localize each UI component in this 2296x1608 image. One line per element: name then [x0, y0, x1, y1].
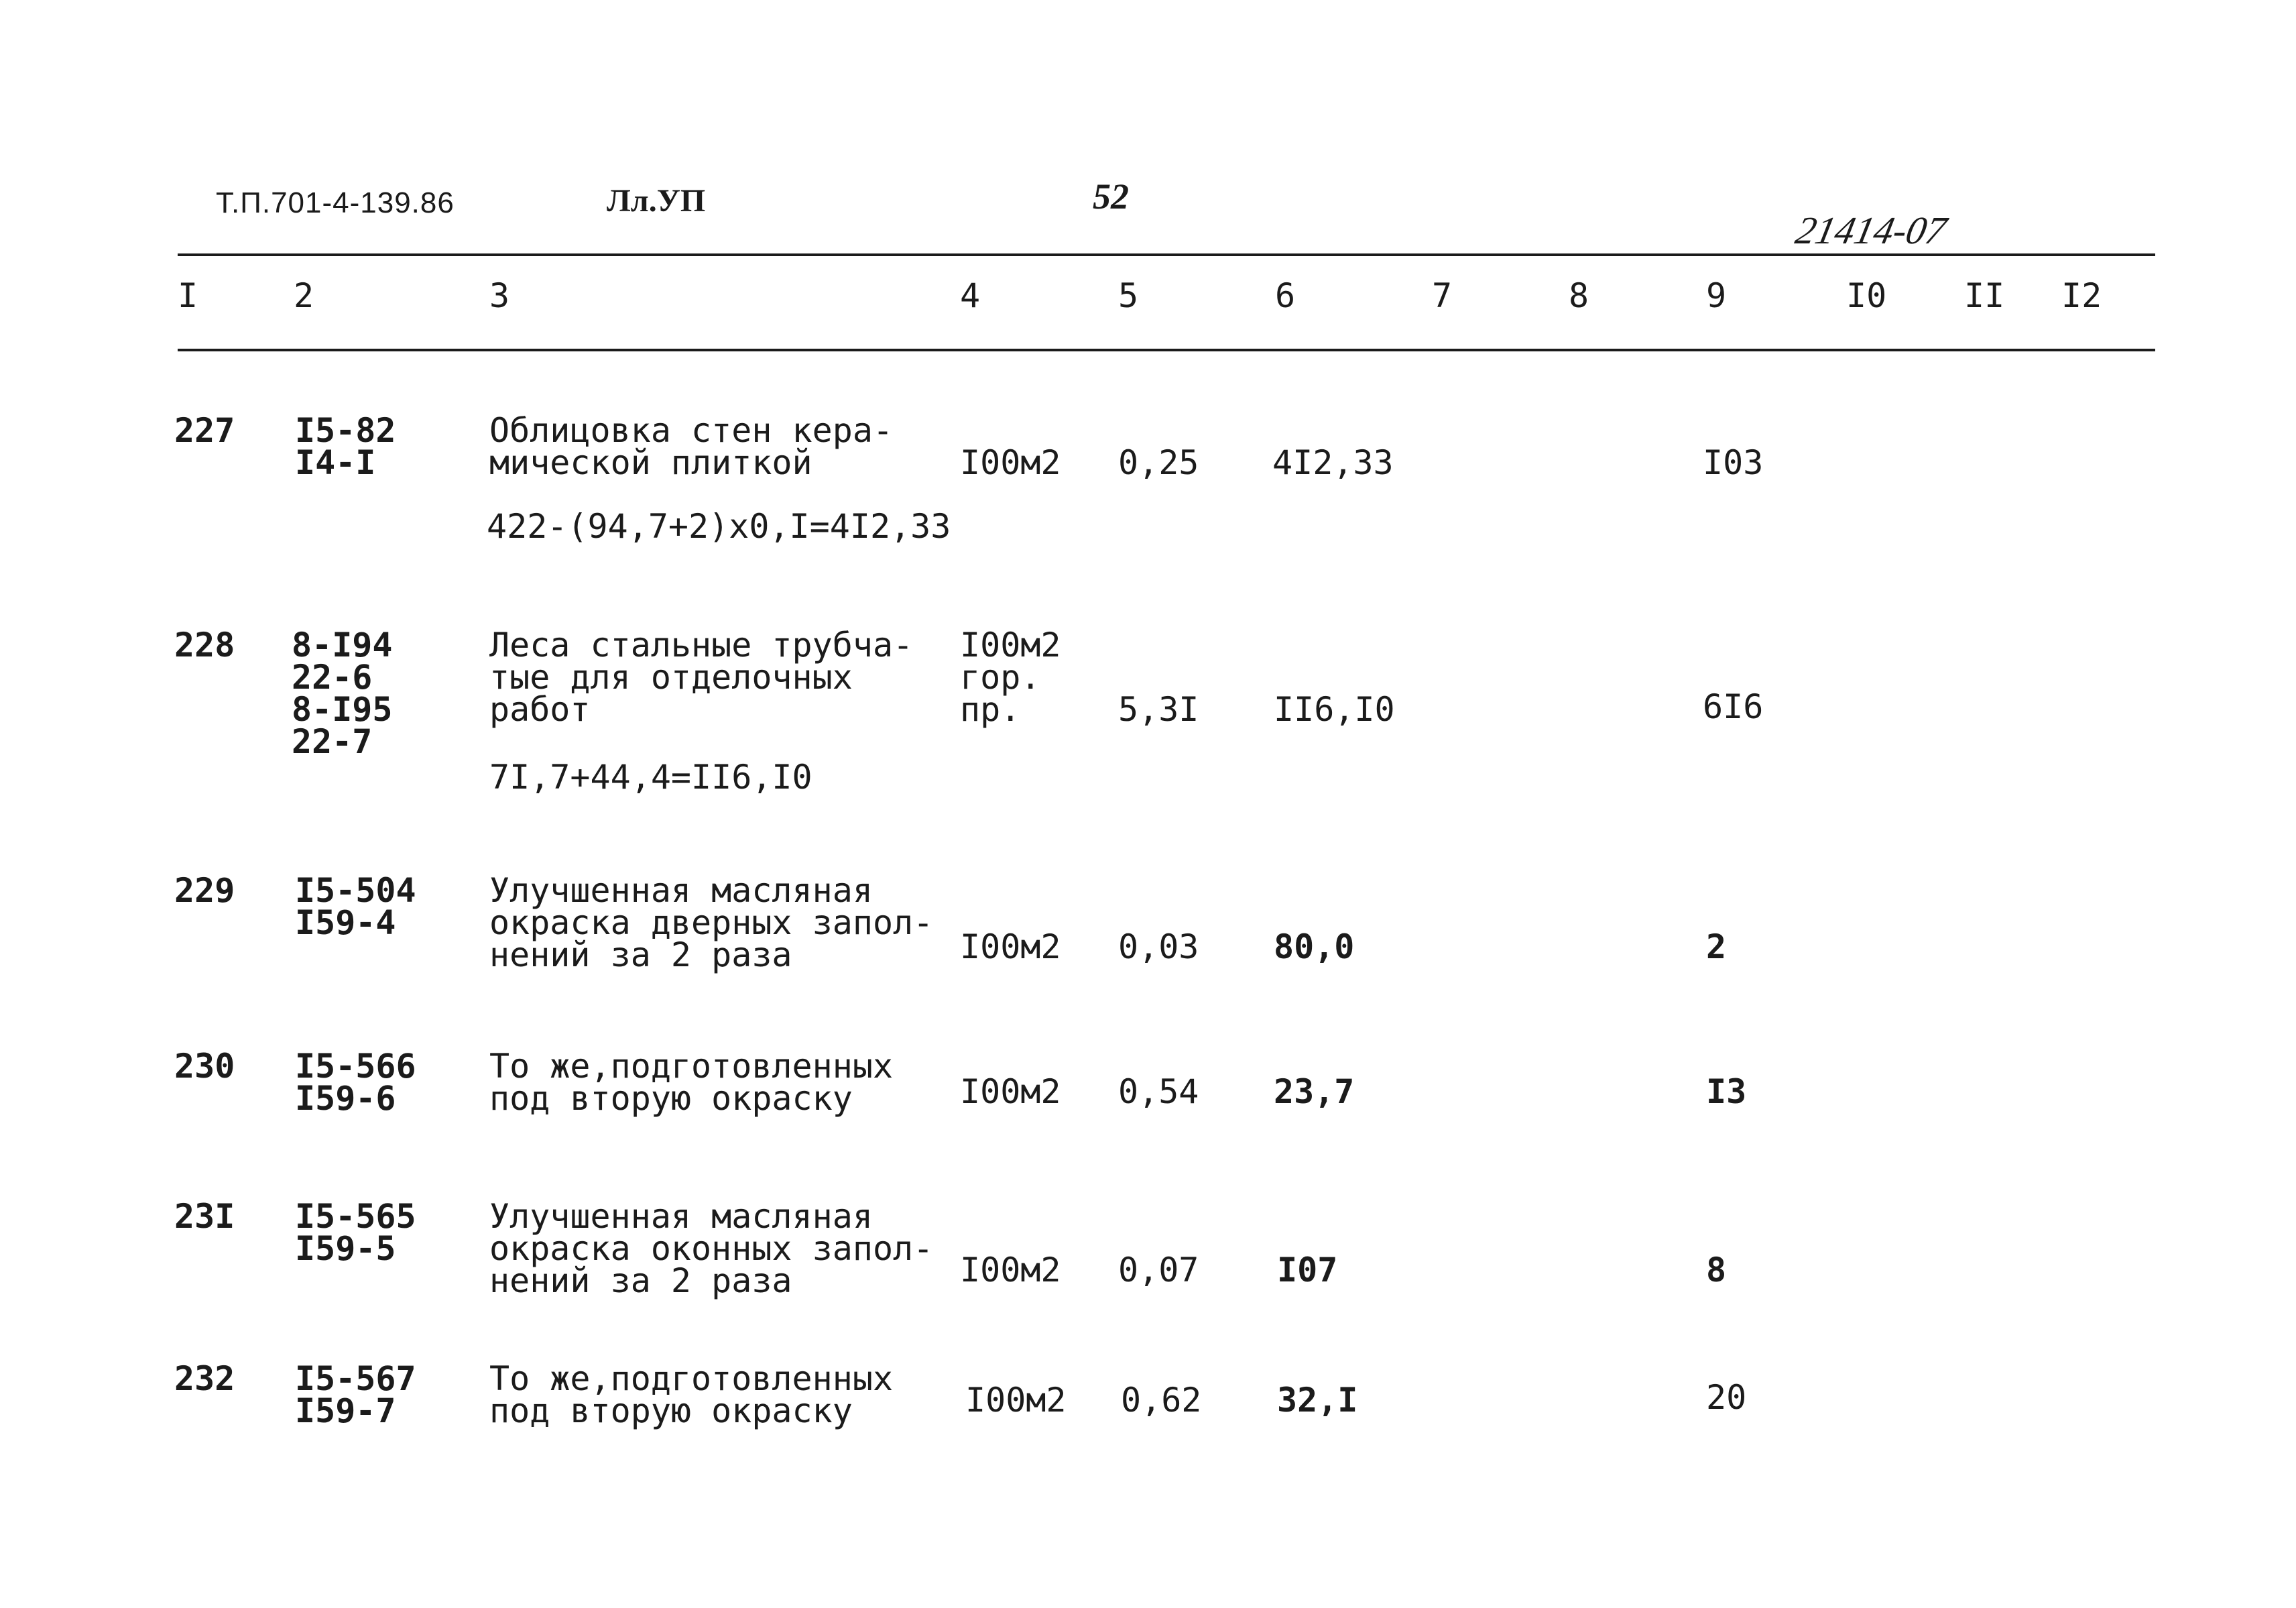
column-number: I2 — [2061, 276, 2102, 315]
row-quantity: 0,25 — [1118, 443, 1199, 482]
row-quantity: 0,03 — [1118, 927, 1199, 966]
row-description: Улучшенная масляная окраска оконных запол- нений за 2 раза — [489, 1197, 934, 1300]
column-number: 8 — [1569, 276, 1589, 315]
row-value: 80,0 — [1274, 927, 1355, 966]
row-codes: I5-82 I4-I — [295, 411, 396, 482]
column-number: I — [178, 276, 198, 315]
column-number: 4 — [960, 276, 981, 315]
row-quantity: 0,07 — [1118, 1251, 1199, 1289]
row-value: I07 — [1277, 1251, 1338, 1289]
row-codes: 8-I94 22-6 8-I95 22-7 — [292, 626, 393, 761]
row-col9: 2 — [1706, 927, 1727, 966]
column-number: 5 — [1118, 276, 1139, 315]
row-quantity: 0,54 — [1118, 1072, 1199, 1111]
row-description: Улучшенная масляная окраска дверных запол- нений за 2 раза — [489, 871, 934, 974]
column-number: II — [1964, 276, 2005, 315]
column-number: 3 — [489, 276, 510, 315]
row-number: 228 — [174, 626, 235, 665]
row-codes: I5-567 I59-7 — [295, 1359, 416, 1430]
row-value: 32,I — [1277, 1381, 1358, 1420]
row-number: 23I — [174, 1197, 235, 1236]
column-number: 9 — [1706, 276, 1727, 315]
column-number: I0 — [1846, 276, 1887, 315]
row-number: 230 — [174, 1047, 235, 1086]
row-description: То же,подготовленных под вторую окраску — [489, 1359, 894, 1430]
top-rule — [178, 253, 2155, 256]
column-number: 2 — [294, 276, 314, 315]
page-number: 52 — [1093, 176, 1129, 217]
row-codes: I5-504 I59-4 — [295, 871, 416, 942]
row-description: Облицовка стен кера- мической плиткой — [489, 411, 894, 482]
row-calculation: 7I,7+44,4=II6,I0 — [489, 758, 812, 797]
row-codes: I5-566 I59-6 — [295, 1047, 416, 1118]
row-col9: 8 — [1706, 1251, 1727, 1289]
row-number: 227 — [174, 411, 235, 450]
column-number: 7 — [1432, 276, 1453, 315]
handwritten-code: 21414-07 — [1792, 209, 1951, 252]
row-unit: I00м2 гор. пр. — [960, 626, 1061, 729]
row-value: 4I2,33 — [1272, 443, 1394, 482]
row-number: 229 — [174, 871, 235, 910]
row-quantity: 5,3I — [1118, 690, 1199, 729]
row-col9: 20 — [1706, 1378, 1747, 1417]
column-number: 6 — [1275, 276, 1296, 315]
row-calculation: 422-(94,7+2)х0,I=4I2,33 — [487, 507, 951, 546]
row-description: То же,подготовленных под вторую окраску — [489, 1047, 894, 1118]
row-description: Леса стальные трубча- тые для отделочных работ — [489, 626, 914, 729]
sheet-label: Лл.УП — [607, 183, 706, 219]
row-unit: I00м2 — [965, 1381, 1067, 1420]
row-col9: I03 — [1703, 443, 1764, 482]
header-bottom-rule — [178, 349, 2155, 351]
row-col9: 6I6 — [1703, 687, 1764, 726]
row-unit: I00м2 — [960, 443, 1061, 482]
row-number: 232 — [174, 1359, 235, 1398]
row-unit: I00м2 — [960, 1072, 1061, 1111]
row-value: 23,7 — [1274, 1072, 1355, 1111]
row-value: II6,I0 — [1274, 690, 1395, 729]
row-unit: I00м2 — [960, 927, 1061, 966]
row-quantity: 0,62 — [1121, 1381, 1202, 1420]
row-codes: I5-565 I59-5 — [295, 1197, 416, 1268]
project-reference: Т.П.701-4-139.86 — [216, 186, 455, 219]
row-col9: I3 — [1706, 1072, 1747, 1111]
row-unit: I00м2 — [960, 1251, 1061, 1289]
